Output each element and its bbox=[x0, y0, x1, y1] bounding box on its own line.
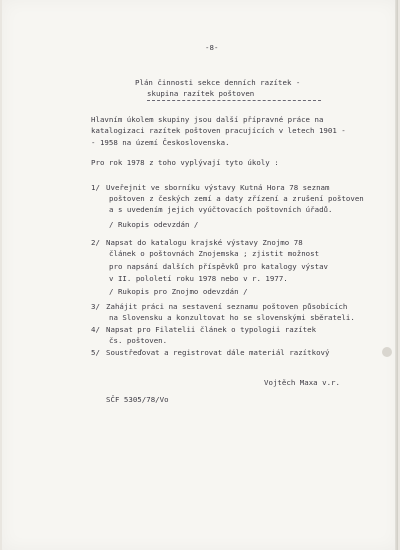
task-line: / Rukopis odevzdán / bbox=[109, 220, 199, 229]
task-line: Soustřeďovat a registrovat dále materiál razítkový bbox=[106, 348, 330, 357]
task-number: 5/ bbox=[91, 348, 100, 357]
intro-line: Hlavním úkolem skupiny jsou další přípravné práce na bbox=[91, 115, 324, 124]
title-line-2: skupina razítek poštoven bbox=[147, 89, 255, 98]
task-line: poštoven z českých zemí a daty zřízení a zrušení poštoven bbox=[109, 194, 364, 203]
intro-line: katalogizaci razítek poštoven pracujících v letech 1901 - bbox=[91, 126, 346, 135]
task-number: 2/ bbox=[91, 238, 100, 247]
title-line-1: Plán činnosti sekce denních razítek - bbox=[135, 78, 301, 87]
task-line: Napsat pro Filatelii článek o typologii razítek bbox=[106, 325, 317, 334]
document-page bbox=[2, 0, 398, 550]
page-number: -8- bbox=[205, 43, 219, 52]
task-number: 1/ bbox=[91, 183, 100, 192]
punch-hole bbox=[382, 347, 392, 357]
task-line: Uveřejnit ve sborníku výstavy Kutná Hora 78 seznam bbox=[106, 183, 330, 192]
signature: Vojtěch Maxa v.r. bbox=[264, 378, 340, 387]
task-line: Napsat do katalogu krajské výstavy Znojmo 78 bbox=[106, 238, 303, 247]
page-edge bbox=[395, 0, 398, 550]
task-line: na Slovensku a konzultovat ho se slovenskými sběrateli. bbox=[109, 313, 355, 322]
task-number: 3/ bbox=[91, 302, 100, 311]
task-line: v II. pololetí roku 1978 nebo v r. 1977. bbox=[109, 274, 288, 283]
task-line: / Rukopis pro Znojmo odevzdán / bbox=[109, 287, 248, 296]
task-line: článek o poštovnách Znojemska ; zjistit možnost bbox=[109, 249, 320, 258]
title-underline bbox=[147, 100, 321, 101]
reference-number: SČF 5305/78/Vo bbox=[106, 395, 169, 404]
task-line: čs. poštoven. bbox=[109, 336, 168, 345]
task-line: a s uvedením jejich vyúčtovacích poštovních úřadů. bbox=[109, 205, 333, 214]
task-number: 4/ bbox=[91, 325, 100, 334]
year-heading: Pro rok 1978 z toho vyplývají tyto úkoly : bbox=[91, 158, 279, 167]
intro-line: - 1958 na území Československa. bbox=[91, 138, 230, 147]
task-line: Zahájit práci na sestavení seznamu poštoven působících bbox=[106, 302, 348, 311]
task-line: pro napsání dalších příspěvků pro katalogy výstav bbox=[109, 262, 329, 271]
